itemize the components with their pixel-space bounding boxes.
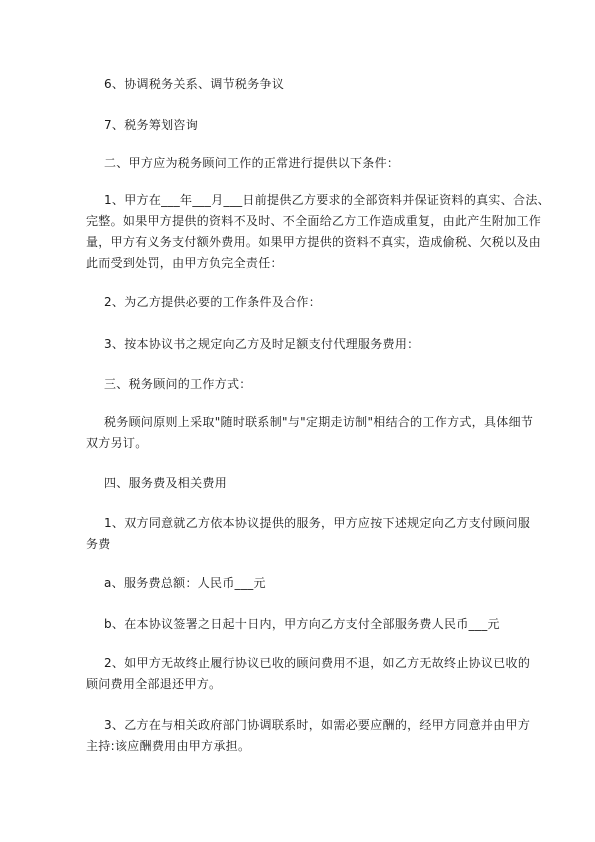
paragraph-line: 完整。如果甲方提供的资料不及时、不全面给乙方工作造成重复，由此产生附加工作 [86, 214, 542, 228]
paragraph-line: 此而受到处罚，由甲方负完全责任： [86, 256, 283, 270]
paragraph-line: 2、如甲方无故终止履行协议已收的顾问费用不退，如乙方无故终止协议已收的 [104, 656, 531, 670]
paragraph-line: 量，甲方有义务支付额外费用。如果甲方提供的资料不真实，造成偷税、欠税以及由 [86, 235, 542, 249]
section-heading-2 [0, 153, 595, 174]
paragraph-work-method [0, 412, 595, 454]
paragraph-line: 二、甲方应为税务顾问工作的正常进行提供以下条件： [104, 156, 400, 170]
paragraph-fee-3 [0, 715, 595, 757]
paragraph-line: a、服务费总额：人民币___元 [104, 576, 266, 590]
paragraph-line: 税务顾问原则上采取"随时联系制"与"定期走访制"相结合的工作方式，具体细节 [104, 415, 534, 429]
paragraph-line: 3、按本协议书之规定向乙方及时足额支付代理服务费用： [104, 337, 420, 351]
paragraph-condition-3 [0, 334, 595, 355]
paragraph-line: 1、甲方在___年___月___日前提供乙方要求的全部资料并保证资料的真实、合法、 [104, 193, 550, 207]
section-heading-4 [0, 473, 595, 494]
paragraph-item-7 [0, 115, 595, 136]
paragraph-line: 双方另订。 [86, 436, 148, 450]
paragraph-condition-1 [0, 190, 595, 274]
paragraph-line: 主持:该应酬费用由甲方承担。 [86, 739, 251, 753]
paragraph-line: 顾问费用全部退还甲方。 [86, 677, 222, 691]
paragraph-line: 6、协调税务关系、调节税务争议 [104, 77, 285, 91]
paragraph-fee-b [0, 614, 595, 635]
paragraph-fee-a [0, 573, 595, 594]
paragraph-line: b、在本协议签署之日起十日内，甲方向乙方支付全部服务费人民币___元 [104, 617, 500, 631]
paragraph-line: 2、为乙方提供必要的工作条件及合作： [104, 295, 322, 309]
paragraph-line: 务费 [86, 537, 111, 551]
paragraph-fee-2 [0, 653, 595, 695]
paragraph-line: 三、税务顾问的工作方式： [104, 377, 252, 391]
paragraph-line: 四、服务费及相关费用 [104, 476, 228, 490]
paragraph-fee-1 [0, 513, 595, 555]
section-heading-3 [0, 374, 595, 395]
paragraph-condition-2 [0, 292, 595, 313]
paragraph-line: 3、乙方在与相关政府部门协调联系时，如需必要应酬的，经甲方同意并由甲方 [104, 718, 531, 732]
paragraph-item-6 [0, 74, 595, 95]
paragraph-line: 1、双方同意就乙方依本协议提供的服务，甲方应按下述规定向乙方支付顾问服 [104, 516, 531, 530]
paragraph-line: 7、税务筹划咨询 [104, 118, 199, 132]
